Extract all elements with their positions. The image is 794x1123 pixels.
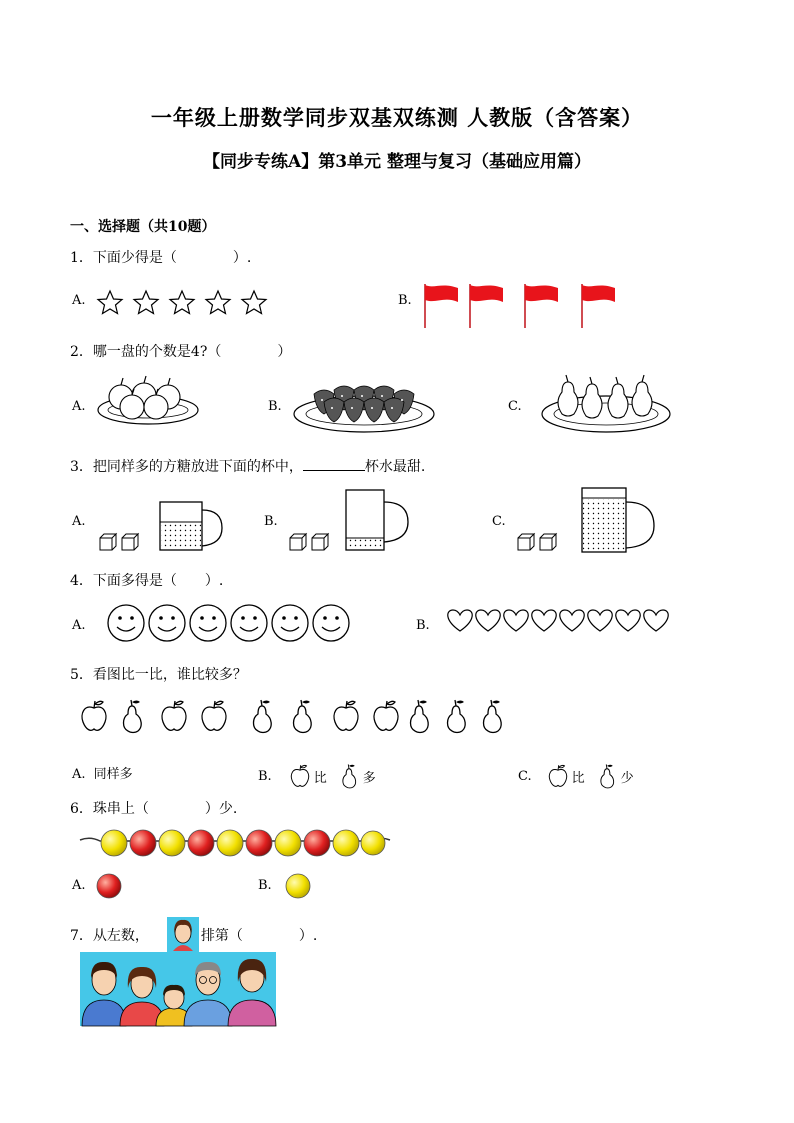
pear-icon bbox=[632, 382, 652, 416]
q5-option-c[interactable] bbox=[518, 763, 634, 789]
star-icon bbox=[242, 291, 266, 314]
q5-compare-word: 比 bbox=[313, 770, 327, 786]
pear-icon bbox=[124, 700, 142, 733]
bead-icon bbox=[159, 830, 185, 856]
q3-option-a-label[interactable]: A. bbox=[72, 514, 86, 529]
question-6-stem: 6．珠串上（ ）少. bbox=[70, 801, 238, 817]
pear-icon bbox=[411, 700, 429, 733]
q3-option-c-cup bbox=[516, 486, 662, 556]
bead-icon bbox=[101, 830, 127, 856]
q5-option-c-label: C. bbox=[518, 768, 532, 784]
smiley-icon bbox=[313, 605, 349, 641]
pear-icon bbox=[608, 384, 628, 418]
q2-plate-apples bbox=[96, 372, 206, 434]
q3-option-b-cup bbox=[288, 488, 418, 554]
q7-stem-before: 7．从左数， bbox=[70, 928, 149, 944]
q6-option-a-label[interactable]: A. bbox=[72, 878, 86, 893]
q4-option-b-label[interactable]: B. bbox=[416, 618, 430, 633]
cup-icon bbox=[160, 502, 222, 550]
q6-option-b-label[interactable]: B. bbox=[258, 878, 272, 893]
pear-icon bbox=[484, 700, 502, 733]
bead-icon bbox=[96, 872, 124, 900]
question-3-stem bbox=[70, 456, 425, 476]
sugar-cube-icon bbox=[312, 534, 328, 550]
apple-icon bbox=[374, 701, 398, 730]
cup-icon bbox=[582, 488, 654, 552]
q3-option-c-label[interactable]: C. bbox=[492, 514, 506, 529]
q1-stars bbox=[96, 288, 276, 318]
bead-icon bbox=[217, 830, 243, 856]
cup-icon bbox=[346, 490, 408, 550]
q3-stem-after: 杯水最甜. bbox=[364, 459, 426, 475]
question-5-stem: 5．看图比一比，谁比较多？ bbox=[70, 667, 247, 683]
page-subtitle: 【同步专练A】第3单元 整理与复习（基础应用篇） bbox=[203, 152, 591, 172]
bead-icon bbox=[284, 872, 312, 900]
bead-icon bbox=[361, 831, 385, 855]
family-photo bbox=[80, 952, 276, 1026]
apple-icon bbox=[120, 395, 144, 419]
sugar-cube-icon bbox=[290, 534, 306, 550]
flag-icon bbox=[525, 284, 558, 328]
star-icon bbox=[170, 291, 194, 314]
pear-icon bbox=[593, 763, 621, 789]
question-7-stem bbox=[70, 917, 317, 953]
q5-compare-word: 比 bbox=[571, 770, 585, 786]
smiley-icon bbox=[190, 605, 226, 641]
star-icon bbox=[98, 291, 122, 314]
star-icon bbox=[134, 291, 158, 314]
q2-plate-pears bbox=[540, 372, 676, 438]
pear-icon bbox=[254, 700, 272, 733]
q1-flags bbox=[420, 282, 630, 332]
q3-stem-before: 3．把同样多的方糖放进下面的杯中， bbox=[70, 459, 303, 475]
q3-option-a-cup bbox=[98, 488, 228, 554]
sugar-cube-icon bbox=[540, 534, 556, 550]
q2-option-b-label[interactable]: B. bbox=[268, 399, 282, 414]
bead-icon bbox=[246, 830, 272, 856]
apple-icon bbox=[144, 395, 168, 419]
sugar-cube-icon bbox=[100, 534, 116, 550]
q5-option-a[interactable] bbox=[72, 763, 133, 782]
smiley-icon bbox=[231, 605, 267, 641]
pear-icon bbox=[558, 382, 578, 416]
bead-icon bbox=[275, 830, 301, 856]
heart-icon bbox=[504, 610, 528, 631]
smiley-icon bbox=[149, 605, 185, 641]
star-icon bbox=[206, 291, 230, 314]
q4-smileys bbox=[106, 603, 354, 643]
q6-bead-string bbox=[80, 826, 392, 860]
q3-option-b-label[interactable]: B. bbox=[264, 514, 278, 529]
q5-more-word: 多 bbox=[362, 770, 376, 786]
bead-icon bbox=[188, 830, 214, 856]
mother-portrait-icon bbox=[167, 917, 199, 953]
q2-option-c-label[interactable]: C. bbox=[508, 399, 522, 414]
pear-icon bbox=[294, 700, 312, 733]
heart-icon bbox=[588, 610, 612, 631]
sugar-cube-icon bbox=[518, 534, 534, 550]
q5-option-b-label: B. bbox=[258, 768, 272, 784]
apple-icon bbox=[544, 763, 572, 789]
apple-icon bbox=[286, 763, 314, 789]
heart-icon bbox=[644, 610, 668, 631]
pear-icon bbox=[335, 763, 363, 789]
page-title: 一年级上册数学同步双基双练测 人教版（含答案） bbox=[150, 105, 644, 130]
q7-stem-after: 排第（ ）. bbox=[200, 928, 318, 944]
bead-icon bbox=[304, 830, 330, 856]
smiley-icon bbox=[272, 605, 308, 641]
apple-icon bbox=[162, 701, 186, 730]
q1-option-a-label[interactable]: A. bbox=[72, 293, 86, 308]
heart-icon bbox=[616, 610, 640, 631]
q5-option-b[interactable] bbox=[258, 763, 376, 789]
q2-option-a-label[interactable]: A. bbox=[72, 399, 86, 414]
pear-icon bbox=[582, 384, 602, 418]
section-label: 一、选择题（共10题） bbox=[70, 219, 216, 235]
apple-icon bbox=[82, 701, 106, 730]
bead-icon bbox=[130, 830, 156, 856]
question-2-stem: 2．哪一盘的个数是4?（ ） bbox=[70, 344, 292, 360]
flag-icon bbox=[470, 284, 503, 328]
heart-icon bbox=[560, 610, 584, 631]
q5-less-word: 少 bbox=[620, 770, 634, 786]
apple-icon bbox=[202, 701, 226, 730]
q5-option-a-text: 同样多 bbox=[93, 767, 133, 782]
q1-option-b-label[interactable]: B. bbox=[398, 293, 412, 308]
q3-answer-blank[interactable] bbox=[303, 456, 365, 471]
sugar-cube-icon bbox=[122, 534, 138, 550]
pear-icon bbox=[448, 700, 466, 733]
flag-icon bbox=[582, 284, 615, 328]
question-1-stem: 1．下面少得是（ ）. bbox=[70, 250, 252, 266]
bead-icon bbox=[333, 830, 359, 856]
q2-plate-strawberries bbox=[292, 370, 436, 438]
q5-fruit-row bbox=[80, 698, 510, 738]
q4-option-a-label[interactable]: A. bbox=[72, 618, 86, 633]
apple-icon bbox=[334, 701, 358, 730]
heart-icon bbox=[532, 610, 556, 631]
question-4-stem: 4．下面多得是（ ）. bbox=[70, 573, 224, 589]
heart-icon bbox=[476, 610, 500, 631]
q5-option-a-label: A. bbox=[72, 767, 86, 782]
q4-hearts bbox=[446, 608, 672, 634]
